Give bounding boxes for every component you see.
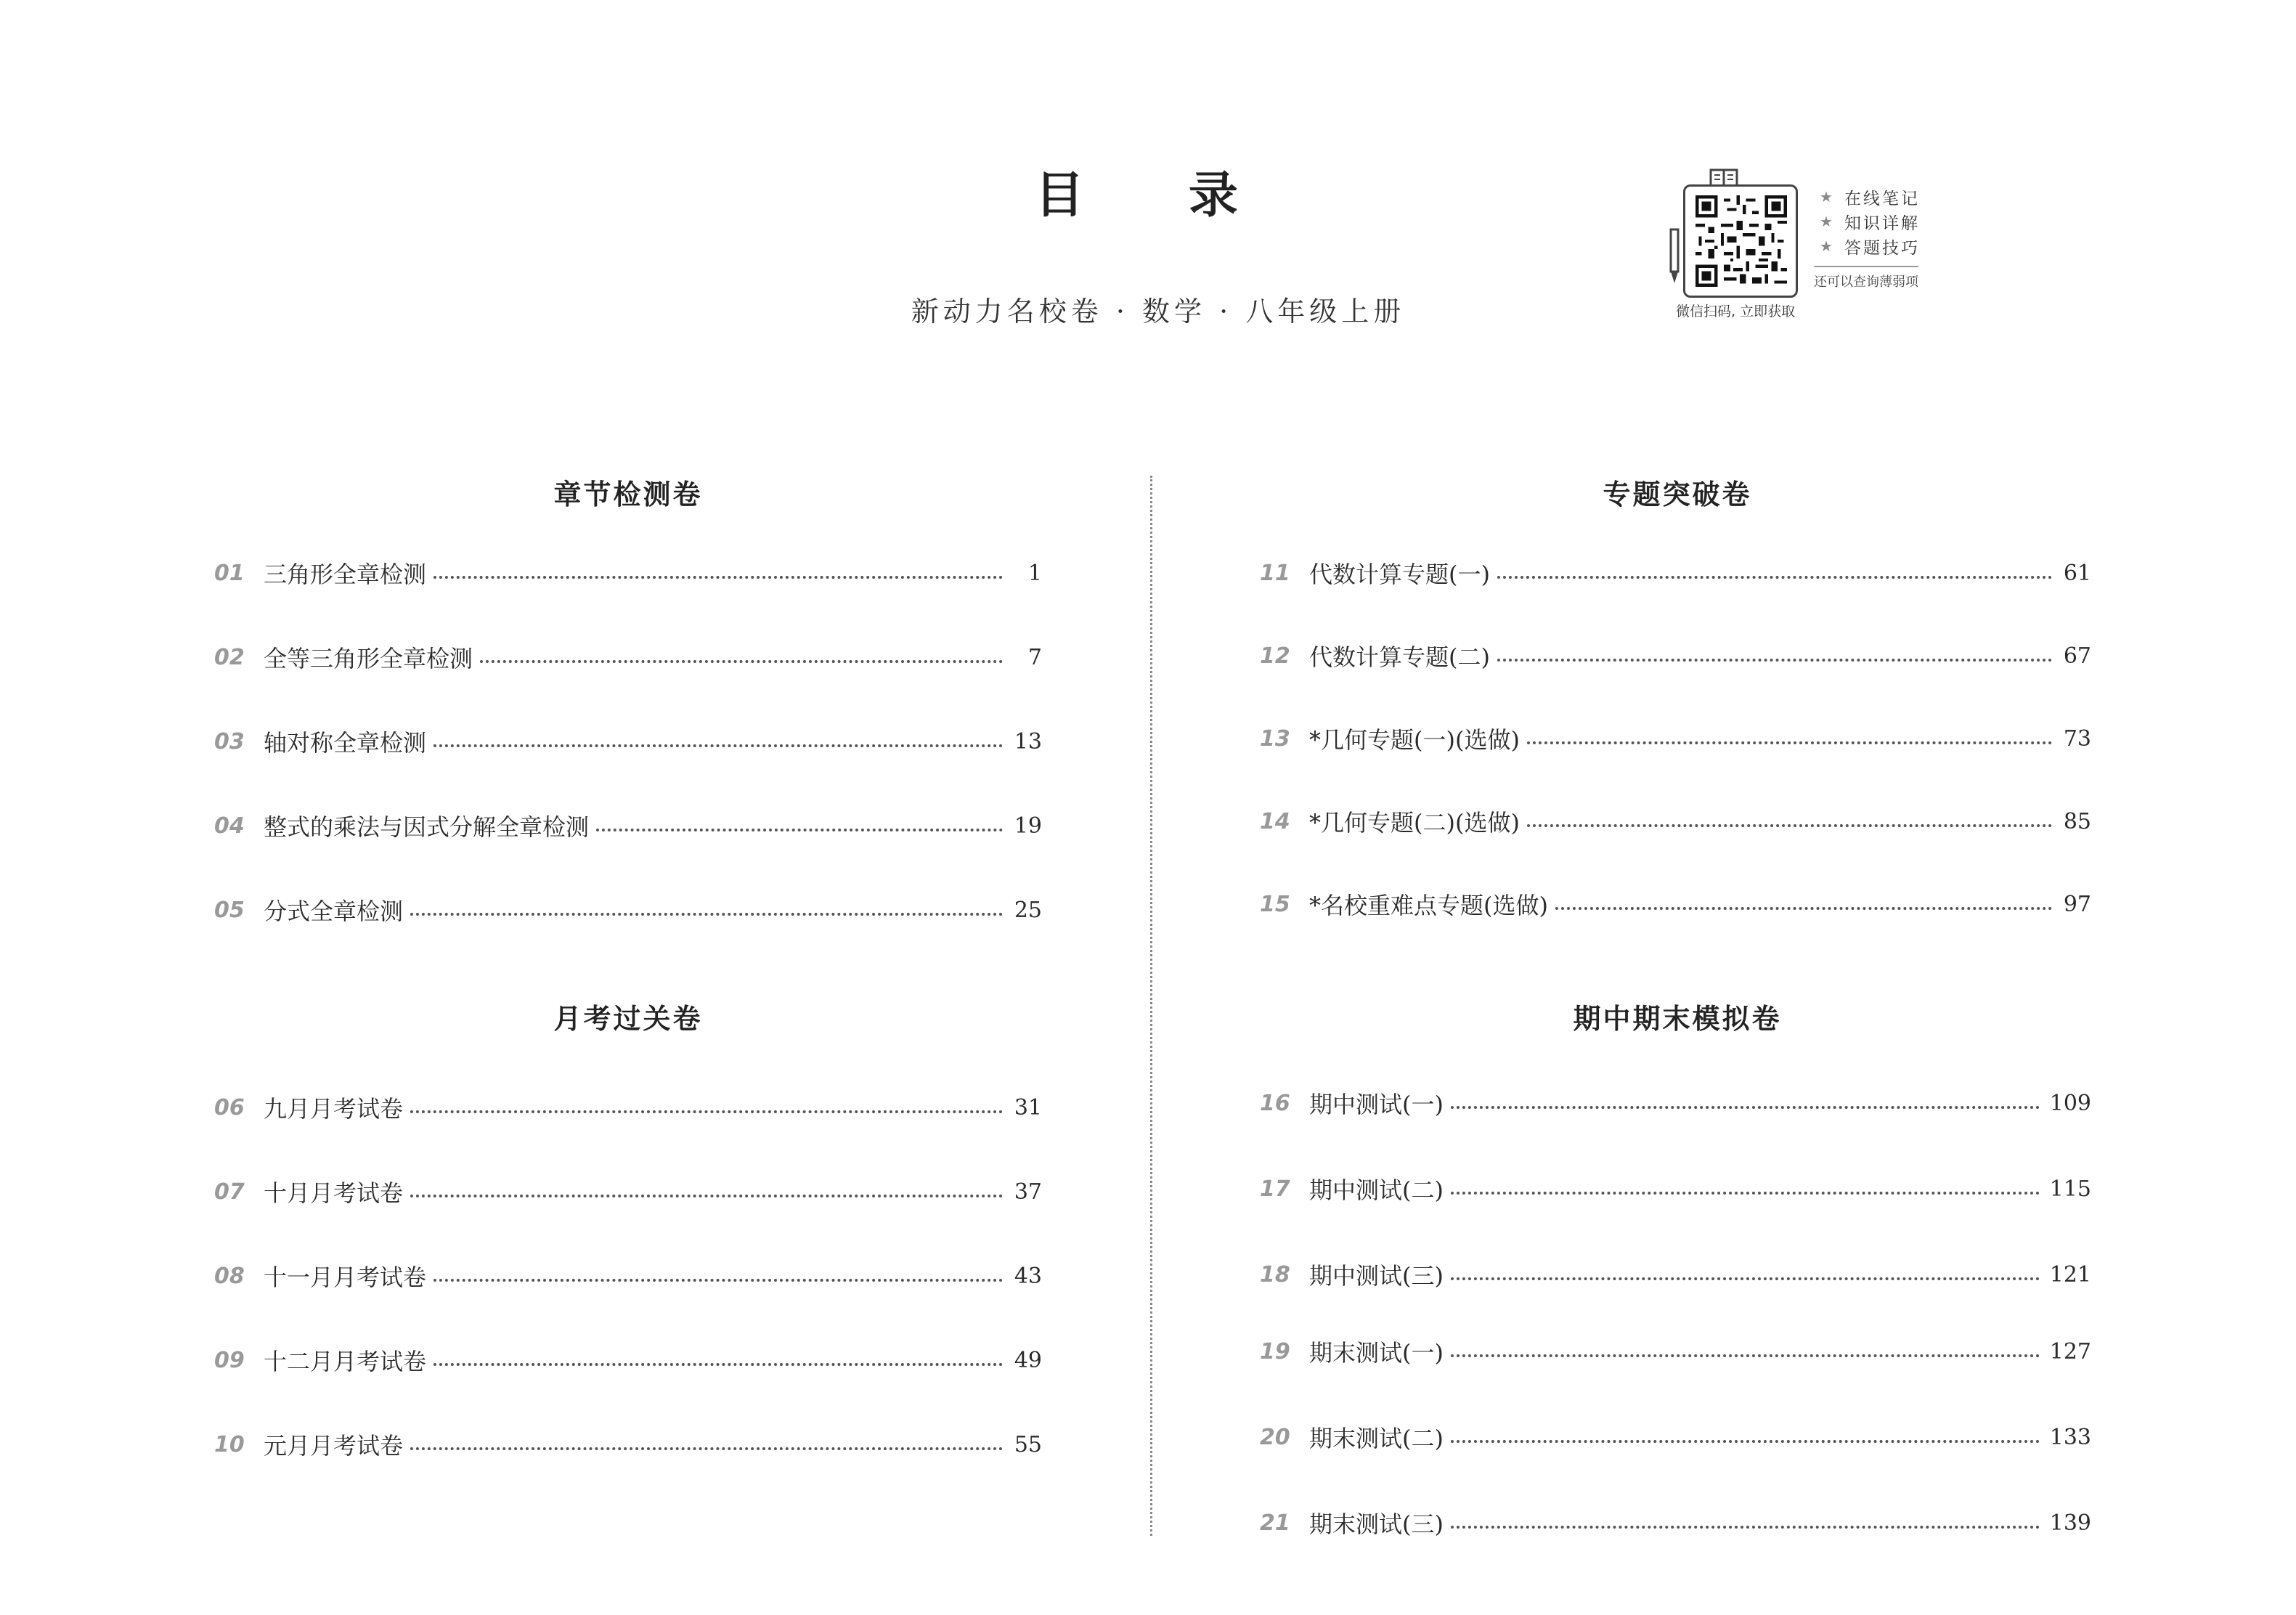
- qr-feature-label: 答题技巧: [1844, 238, 1920, 258]
- toc-number: 19: [1260, 1338, 1290, 1364]
- toc-page: 97: [2063, 891, 2091, 917]
- toc-title: 三角形全章检测: [264, 561, 427, 588]
- toc-page: 55: [1014, 1431, 1042, 1457]
- toc-title: 期中测试(三): [1309, 1262, 1444, 1290]
- toc-number: 12: [1260, 643, 1290, 669]
- toc-leader: [1555, 907, 2052, 910]
- toc-row[interactable]: [1260, 1419, 2091, 1455]
- toc-number: 20: [1260, 1424, 1290, 1450]
- toc-number: 03: [214, 728, 245, 754]
- page-subtitle: 新动力名校卷 · 数学 · 八年级上册: [911, 296, 1406, 328]
- toc-page: 43: [1014, 1263, 1042, 1289]
- toc-number: 21: [1260, 1510, 1290, 1536]
- toc-row[interactable]: [214, 1426, 1042, 1463]
- toc-row[interactable]: [214, 1173, 1042, 1210]
- star-icon: ★: [1820, 188, 1835, 206]
- toc-title: 十一月月考试卷: [264, 1264, 427, 1291]
- toc-number: 15: [1260, 891, 1290, 917]
- toc-title: 九月月考试卷: [264, 1095, 404, 1123]
- qr-promo: [1669, 168, 1959, 328]
- section-title-monthly-tests: 月考过关卷: [553, 1003, 703, 1035]
- toc-leader: [1451, 1277, 2040, 1280]
- toc-title: *几何专题(二)(选做): [1309, 809, 1520, 837]
- toc-title: 期末测试(三): [1309, 1510, 1444, 1538]
- toc-leader: [1497, 659, 2052, 662]
- toc-number: 18: [1260, 1261, 1290, 1287]
- toc-row[interactable]: [1260, 1171, 2091, 1207]
- section-title-chapter-tests: 章节检测卷: [553, 479, 703, 510]
- toc-number: 10: [214, 1431, 245, 1457]
- section-title-midterm-final-tests: 期中期末模拟卷: [1573, 1003, 1782, 1035]
- toc-row[interactable]: [214, 1089, 1042, 1126]
- toc-page: 85: [2063, 808, 2091, 834]
- toc-title: 代数计算专题(一): [1309, 561, 1490, 588]
- toc-title: 十月月考试卷: [264, 1179, 404, 1207]
- toc-title: 期末测试(一): [1309, 1339, 1444, 1367]
- toc-title: 轴对称全章检测: [264, 729, 427, 757]
- toc-page: 67: [2063, 643, 2091, 669]
- toc-title: 期中测试(二): [1309, 1176, 1444, 1204]
- toc-leader: [596, 829, 1003, 831]
- toc-number: 08: [214, 1263, 245, 1289]
- toc-leader: [433, 1363, 1003, 1366]
- toc-title: 代数计算专题(二): [1309, 643, 1490, 671]
- toc-page: 61: [2063, 560, 2091, 586]
- toc-row[interactable]: [1260, 1085, 2091, 1121]
- toc-page: 7: [1027, 644, 1042, 670]
- toc-number: 14: [1260, 808, 1290, 834]
- column-divider: [1150, 476, 1152, 1536]
- toc-row[interactable]: [214, 892, 1042, 928]
- toc-title: *几何专题(一)(选做): [1309, 726, 1520, 754]
- toc-number: 02: [214, 644, 245, 670]
- toc-row[interactable]: [214, 723, 1042, 760]
- toc-title: 整式的乘法与因式分解全章检测: [264, 813, 590, 841]
- pencil-icon: [1669, 227, 1680, 285]
- toc-title: 分式全章检测: [264, 898, 404, 925]
- toc-number: 05: [214, 897, 245, 923]
- toc-title: 十二月月考试卷: [264, 1348, 427, 1375]
- qr-frame: [1683, 184, 1798, 298]
- toc-leader: [1527, 741, 2052, 744]
- toc-number: 13: [1260, 725, 1290, 752]
- toc-title: 期末测试(二): [1309, 1425, 1444, 1452]
- page-title: 目 录: [1035, 166, 1282, 224]
- toc-row[interactable]: [1260, 720, 2091, 757]
- toc-row[interactable]: [1260, 555, 2091, 591]
- toc-row[interactable]: [1260, 1333, 2091, 1370]
- toc-leader: [1451, 1440, 2040, 1443]
- qr-feature-label: 在线笔记: [1844, 189, 1920, 208]
- toc-row[interactable]: [1260, 638, 2091, 674]
- toc-number: 11: [1260, 560, 1290, 586]
- toc-leader: [480, 660, 1003, 663]
- toc-leader: [433, 576, 1003, 579]
- star-icon: ★: [1820, 213, 1835, 230]
- toc-row[interactable]: [1260, 886, 2091, 922]
- qr-code-icon[interactable]: [1695, 195, 1787, 287]
- toc-number: 06: [214, 1094, 245, 1120]
- toc-number: 16: [1260, 1090, 1290, 1116]
- toc-row[interactable]: [214, 1342, 1042, 1378]
- qr-feature-label: 知识详解: [1844, 213, 1920, 233]
- toc-leader: [433, 1279, 1003, 1282]
- toc-row[interactable]: [1260, 1505, 2091, 1541]
- toc-page: 109: [2049, 1090, 2091, 1116]
- toc-number: 01: [214, 560, 245, 586]
- toc-leader: [1527, 824, 2052, 827]
- toc-title: 元月月考试卷: [264, 1432, 404, 1460]
- toc-leader: [1451, 1526, 2040, 1529]
- toc-leader: [1451, 1106, 2040, 1109]
- toc-page: 49: [1014, 1347, 1042, 1373]
- toc-row[interactable]: [214, 555, 1042, 591]
- toc-row[interactable]: [214, 1258, 1042, 1294]
- qr-feature-list: [1820, 184, 1920, 259]
- qr-note: 还可以查询薄弱项: [1814, 266, 1918, 290]
- toc-leader: [410, 1110, 1003, 1113]
- toc-title: 全等三角形全章检测: [264, 645, 473, 672]
- toc-page: 19: [1014, 813, 1042, 839]
- toc-leader: [410, 1447, 1003, 1450]
- toc-page: 115: [2049, 1176, 2091, 1202]
- toc-page: 133: [2049, 1424, 2091, 1450]
- qr-feature-item: [1820, 234, 1920, 259]
- toc-number: 07: [214, 1179, 245, 1205]
- toc-number: 04: [214, 813, 245, 839]
- star-icon: ★: [1820, 237, 1835, 255]
- toc-row[interactable]: [214, 639, 1042, 675]
- toc-leader: [1497, 576, 2052, 579]
- qr-feature-item: [1820, 209, 1920, 234]
- toc-row[interactable]: [214, 808, 1042, 844]
- toc-leader: [1451, 1192, 2040, 1195]
- toc-page: 13: [1014, 728, 1042, 754]
- toc-leader: [433, 744, 1003, 747]
- toc-leader: [410, 1195, 1003, 1197]
- toc-page: 127: [2049, 1338, 2091, 1364]
- toc-page: 139: [2049, 1510, 2091, 1536]
- toc-page: 121: [2049, 1261, 2091, 1287]
- toc-row[interactable]: [1260, 1256, 2091, 1293]
- toc-leader: [1451, 1354, 2040, 1357]
- toc-page: 37: [1014, 1179, 1042, 1205]
- toc-page: 1: [1027, 560, 1042, 586]
- toc-title: *名校重难点专题(选做): [1309, 892, 1548, 919]
- toc-row[interactable]: [1260, 803, 2091, 839]
- toc-page: 25: [1014, 897, 1042, 923]
- toc-title: 期中测试(一): [1309, 1091, 1444, 1118]
- toc-page: 73: [2063, 725, 2091, 752]
- qr-feature-item: [1820, 184, 1920, 209]
- section-title-topic-tests: 专题突破卷: [1603, 479, 1752, 510]
- toc-leader: [410, 913, 1003, 916]
- toc-number: 17: [1260, 1176, 1290, 1202]
- toc-number: 09: [214, 1347, 245, 1373]
- qr-caption: 微信扫码, 立即获取: [1676, 304, 1796, 320]
- toc-page: 31: [1014, 1094, 1042, 1120]
